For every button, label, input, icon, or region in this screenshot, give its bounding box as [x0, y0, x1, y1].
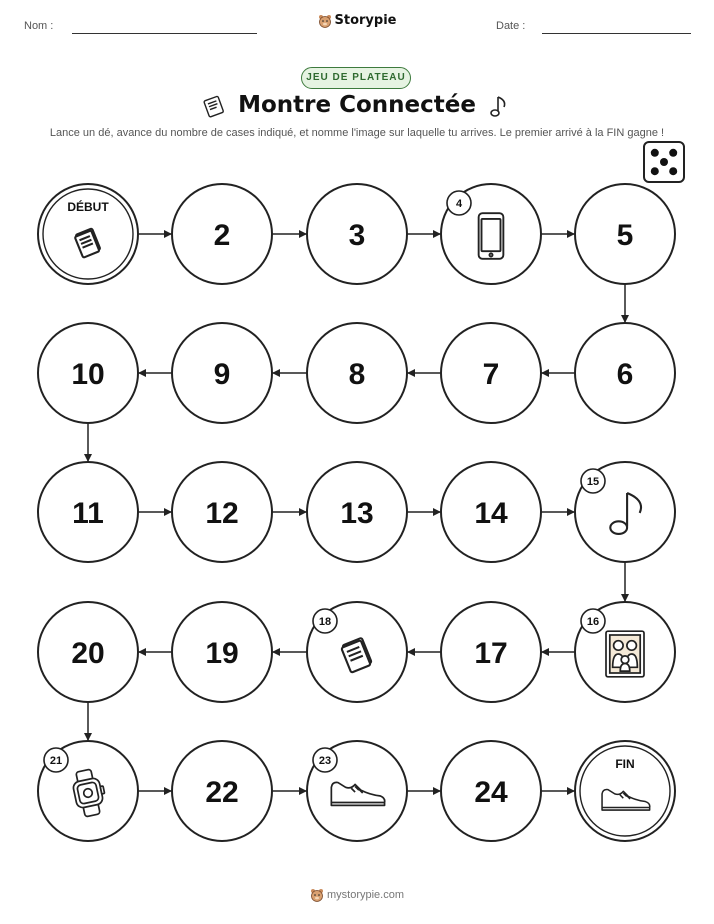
path-arrow-left [138, 648, 172, 656]
board-cell [172, 184, 272, 284]
path-arrow-left [541, 369, 575, 377]
cell-number: 2 [213, 219, 231, 252]
path-arrow-right [272, 508, 307, 516]
cell-number-badge: 16 [586, 616, 600, 628]
dice-icon [644, 142, 684, 182]
path-arrow-down [84, 423, 92, 462]
board-cell [172, 323, 272, 423]
board-cell [307, 462, 407, 562]
cell-number: 5 [616, 219, 634, 252]
board-cell [38, 602, 138, 702]
board-cell [575, 184, 675, 284]
cell-number: 9 [213, 358, 231, 391]
cell-number: 24 [474, 776, 508, 809]
game-type-badge: JEU DE PLATEAU [301, 67, 411, 89]
finish-cell [575, 741, 675, 841]
path-arrow-right [541, 230, 575, 238]
board-cell [575, 462, 675, 562]
path-arrow-right [138, 230, 172, 238]
path-arrow-right [272, 230, 307, 238]
cell-number: 11 [72, 497, 104, 530]
footer [0, 888, 714, 902]
path-arrow-right [407, 230, 441, 238]
cell-number: 19 [205, 637, 239, 670]
board-cell [575, 323, 675, 423]
bear-logo-icon [310, 888, 324, 902]
path-arrow-right [541, 508, 575, 516]
board-cell [441, 323, 541, 423]
board-cell [38, 323, 138, 423]
cell-number-badge: 23 [318, 755, 332, 767]
path-arrow-right [407, 508, 441, 516]
board-cell [441, 462, 541, 562]
date-label: Date : [496, 20, 526, 32]
start-label: DÉBUT [67, 200, 109, 214]
path-arrow-left [541, 648, 575, 656]
cell-number-badge: 15 [586, 476, 600, 488]
cell-number: 10 [71, 358, 105, 391]
smartphone-icon [479, 213, 504, 259]
brand-name: Storypie [334, 13, 397, 28]
board-cell [172, 462, 272, 562]
board-cell [307, 184, 407, 284]
cell-number: 17 [474, 637, 508, 670]
board-cell [441, 741, 541, 841]
family-photo-icon [606, 631, 644, 677]
path-arrow-down [621, 284, 629, 323]
cell-number: 6 [616, 358, 634, 391]
path-arrow-left [138, 369, 172, 377]
path-arrow-right [407, 787, 441, 795]
cell-number: 14 [474, 497, 508, 530]
name-label: Nom : [24, 20, 54, 32]
cell-number: 13 [340, 497, 374, 530]
footer-url[interactable]: mystorypie.com [326, 888, 405, 901]
board-cell [441, 602, 541, 702]
finish-label: FIN [615, 757, 635, 771]
cell-number-badge: 4 [455, 198, 463, 210]
board-cell [38, 462, 138, 562]
instructions-text: Lance un dé, avance du nombre de cases indiqué, et nomme l'image sur laquelle tu arrives. Le premier arrivé à la FIN gagne ! [49, 127, 665, 139]
path-arrow-left [272, 648, 307, 656]
cell-number: 20 [71, 637, 105, 670]
cell-number: 12 [205, 497, 239, 530]
path-arrow-left [407, 369, 441, 377]
path-arrow-down [621, 562, 629, 602]
path-arrow-down [84, 702, 92, 741]
cell-number: 8 [348, 358, 366, 391]
path-arrow-left [407, 648, 441, 656]
board-cell [172, 741, 272, 841]
cell-number-badge: 21 [49, 755, 63, 767]
cell-number: 22 [205, 776, 239, 809]
path-arrow-right [272, 787, 307, 795]
board-cell [307, 323, 407, 423]
path-arrow-right [138, 508, 172, 516]
path-arrow-right [138, 787, 172, 795]
path-arrow-left [272, 369, 307, 377]
path-arrow-right [541, 787, 575, 795]
cell-number-badge: 18 [318, 616, 332, 628]
cell-number: 3 [348, 219, 366, 252]
board-cell [172, 602, 272, 702]
cell-number: 7 [482, 358, 500, 391]
page-title: Montre Connectée [238, 92, 476, 118]
